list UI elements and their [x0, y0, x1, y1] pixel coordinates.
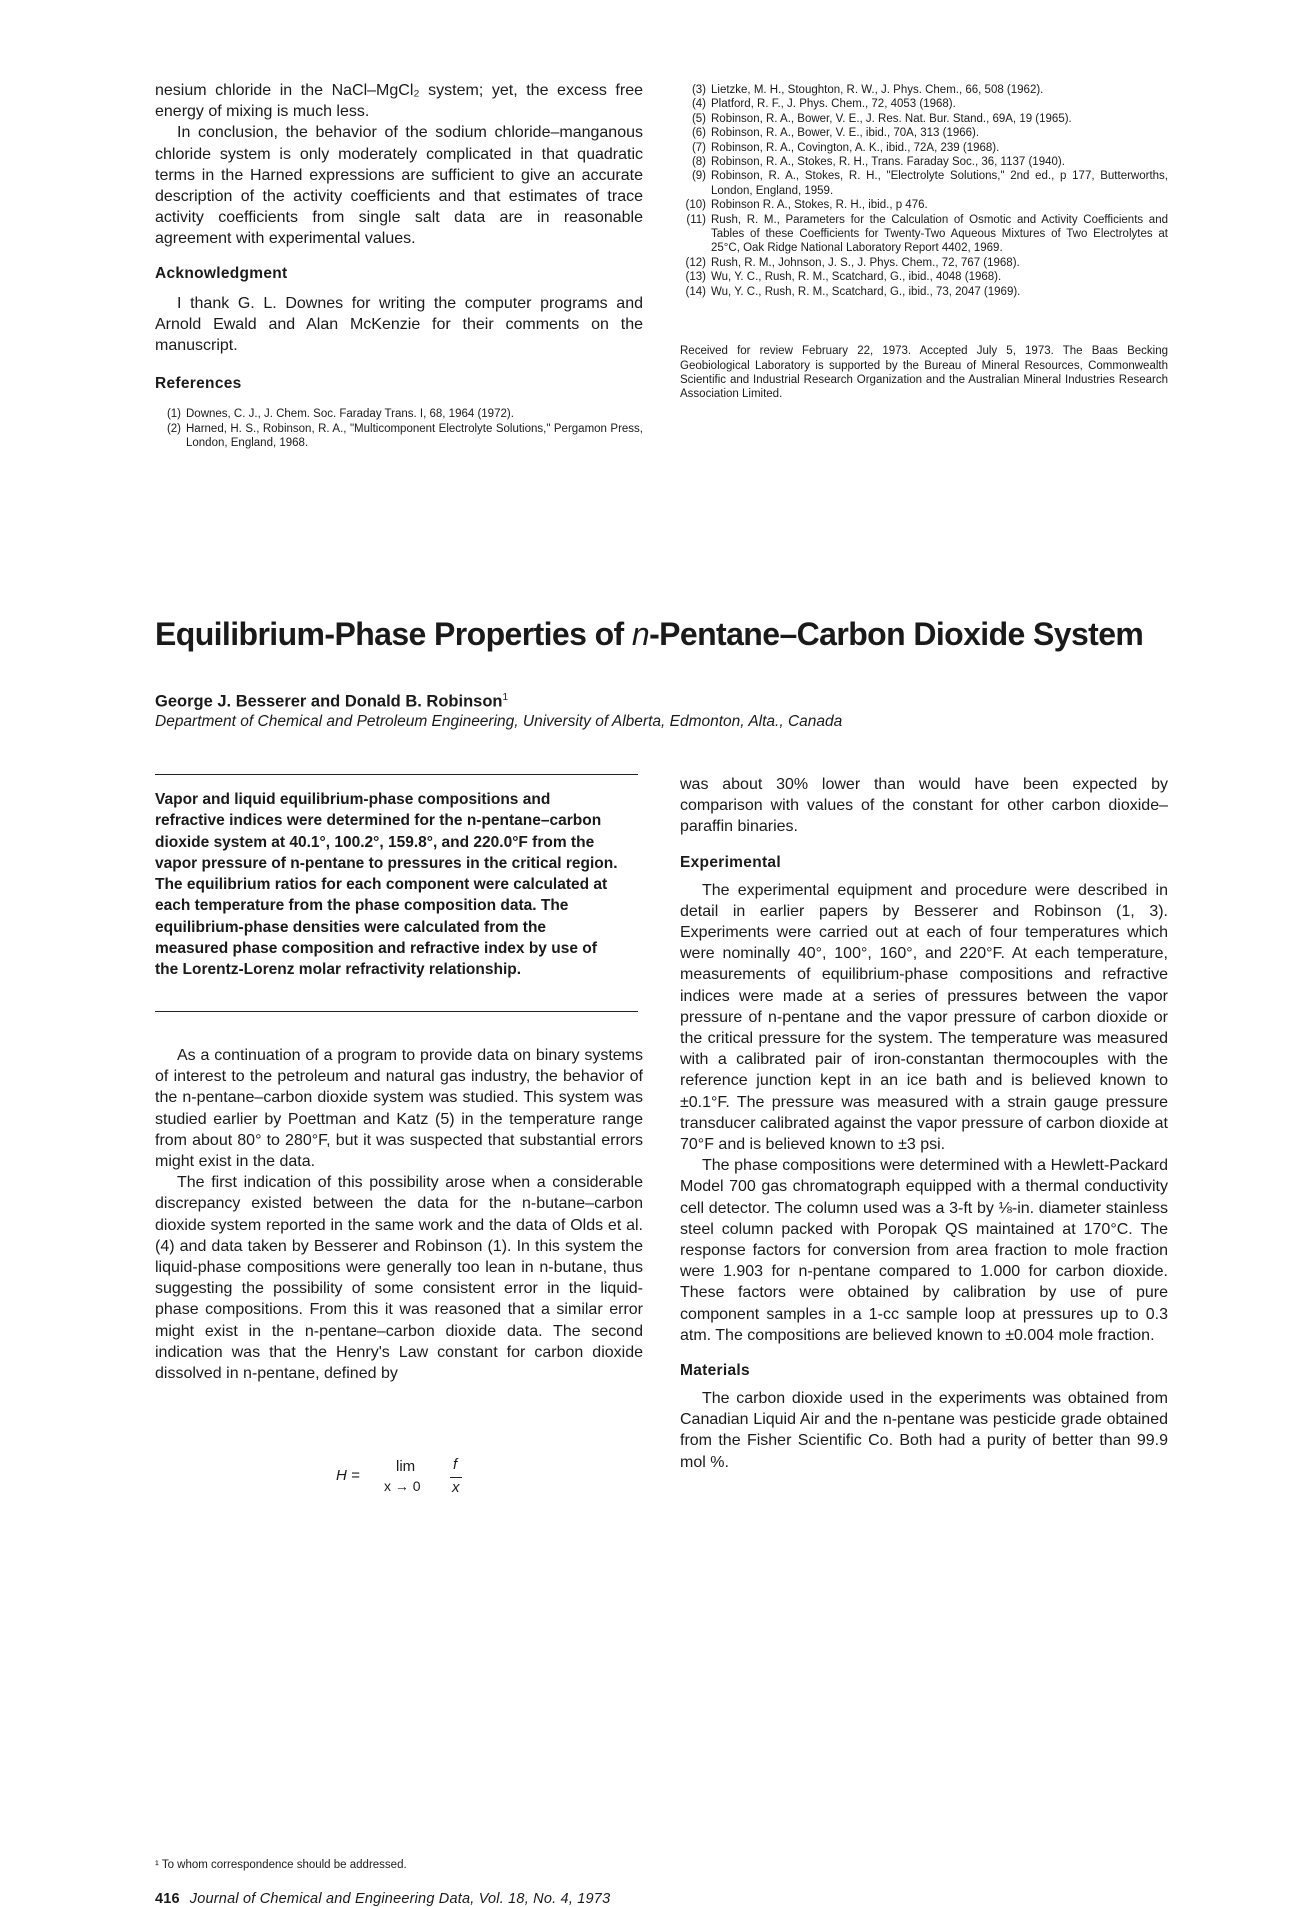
experimental-paragraph-1: The experimental equipment and procedure were described in detail in earlier papers by Besserer and Robinson (1, 3). Experiments were carried out at each of four temperatures which were nominally 40°, 100°, 160°, and 220°F. At each temperature, measurements of equilibrium-phase compositions and refractive indices were made at a series of pressures between the vapor pressure of n-pentane and the vapor pressure of carbon dioxide or the critical pressure for the system. The temperature was measured with a calibrated pair of iron-constantan thermocouples with the reference junction kept in an ice bath and is believed known to ±0.1°F. The pressure was measured with a strain gauge pressure transducer calibrated against the vapor pressure of carbon dioxide at 70°F and is believed known to ±3 psi.: [680, 881, 1168, 1154]
equation-limit-subscript: x → 0: [384, 1478, 421, 1494]
reference-item: (7) Robinson, R. A., Covington, A. K., ibid., 72A, 239 (1968).: [691, 141, 1000, 154]
references-heading: References: [155, 375, 242, 393]
abstract-top-rule: [155, 774, 638, 775]
reference-item: (5) Robinson, R. A., Bower, V. E., J. Res. Nat. Bur. Stand., 69A, 19 (1965).: [691, 112, 1072, 125]
article-authors: George J. Besserer and Donald B. Robinson$^1$: [155, 692, 509, 711]
equation-lim: lim: [396, 1458, 416, 1475]
article-right-column: [680, 774, 1168, 1473]
equation-numerator: f: [453, 1456, 458, 1473]
acknowledgment-text: I thank G. L. Downes for writing the computer programs and Arnold Ewald and Alan McKenzie for their comments on the manuscript.: [155, 294, 643, 355]
reference-item: (6) Robinson, R. A., Bower, V. E., ibid., 70A, 313 (1966).: [691, 127, 980, 140]
author-affiliation: Department of Chemical and Petroleum Engineering, University of Alberta, Edmonton, Alta., Canada: [155, 713, 843, 730]
journal-citation: Journal of Chemical and Engineering Data, Vol. 18, No. 4, 1973: [189, 1891, 611, 1907]
article-left-column: [155, 1045, 643, 1384]
reference-list: [155, 407, 643, 450]
reference-item: (1) Downes, C. J., J. Chem. Soc. Faraday Trans. I, 68, 1964 (1972).: [166, 408, 514, 421]
reference-item: (10) Robinson R. A., Stokes, R. H., ibid., p 476.: [685, 199, 928, 212]
article-title: Equilibrium-Phase Properties of n-Pentane–Carbon Dioxide System: [155, 616, 1144, 652]
correspondence-footnote: ¹ To whom correspondence should be addressed.: [155, 1859, 407, 1871]
top-right-column: [680, 83, 1168, 402]
reference-item: (2) Harned, H. S., Robinson, R. A., "Multicomponent Electrolyte Solutions," Pergamon Press, London, England, 1968.: [166, 422, 643, 450]
henry-law-equation: [336, 1454, 476, 1500]
abstract: Vapor and liquid equilibrium-phase compositions and refractive indices were determined for the n-pentane–carbon dioxide system at 40.1°, 100.2°, 159.8°, and 220.0°F from the vapor pressure of n-pentane to pressures in the critical region. The equilibrium ratios for each component were calculated at each temperature from the phase composition data. The equilibrium-phase densities were calculated from the measured phase composition and refractive index by use of the Lorentz-Lorenz molar refractivity relationship.: [155, 791, 618, 979]
acknowledgment-heading: Acknowledgment: [155, 264, 288, 282]
reference-item: (11) Rush, R. M., Parameters for the Calculation of Osmotic and Activity Coefficients and Tables of these Coefficients for Twenty-Two Aqueous Mixtures of Two Electrolytes at 25°C, Oak Ridge National Laboratory Report 4402, 1969.: [686, 213, 1168, 255]
conclusion-paragraph: In conclusion, the behavior of the sodium chloride–manganous chloride system is only moderately complicated in that quadratic terms in the Harned expressions are sufficient to give an accurate description of the activity coefficients and that estimates of trace activity coefficients from single salt data are in reasonable agreement with experimental values.: [155, 124, 643, 248]
henry-constant-paragraph: was about 30% lower than would have been expected by comparison with values of the constant for other carbon dioxide–paraffin binaries.: [680, 776, 1168, 836]
author-footnote-mark: 1: [502, 692, 509, 703]
reference-item: (8) Robinson, R. A., Stokes, R. H., Trans. Faraday Soc., 36, 1137 (1940).: [691, 156, 1065, 169]
reference-item: (3) Lietzke, M. H., Stoughton, R. W., J. Phys. Chem., 66, 508 (1962).: [691, 84, 1044, 96]
equation-denominator: x: [452, 1479, 460, 1496]
reference-list-continued: [680, 83, 1168, 299]
continued-paragraph: nesium chloride in the NaCl–MgCl₂ system; yet, the excess free energy of mixing is much less.: [155, 82, 643, 121]
intro-paragraph: As a continuation of a program to provide data on binary systems of interest to the petroleum and natural gas industry, the behavior of the n-pentane–carbon dioxide system was studied. This system was studied earlier by Poettman and Katz (5) in the temperature range from about 80° to 280°F, but it was suspected that substantial errors might exist in the data.: [155, 1047, 643, 1171]
materials-heading: Materials: [680, 1362, 750, 1380]
experimental-heading: Experimental: [680, 853, 781, 871]
abstract-bottom-rule: [155, 1011, 638, 1012]
received-note: Received for review February 22, 1973. Accepted July 5, 1973. The Baas Becking Geobiological Laboratory is supported by the Bureau of Mineral Resources, Commonwealth Scientific and Industrial Research Organization and the Australian Mineral Industries Research Association Limited.: [680, 345, 1168, 401]
top-left-column: [155, 80, 643, 450]
reference-item: (14) Wu, Y. C., Rush, R. M., Scatchard, G., ibid., 73, 2047 (1969).: [685, 285, 1021, 298]
materials-paragraph: The carbon dioxide used in the experiments was obtained from Canadian Liquid Air and the n-pentane was pesticide grade obtained from the Fisher Scientific Co. Both had a purity of better than 99.9 mol %.: [680, 1390, 1168, 1471]
page-footer: [155, 1891, 610, 1907]
reference-item: (13) Wu, Y. C., Rush, R. M., Scatchard, G., ibid., 4048 (1968).: [685, 271, 1002, 284]
reference-item: (4) Platford, R. F., J. Phys. Chem., 72, 4053 (1968).: [691, 98, 956, 111]
equation-fraction-bar: [450, 1477, 462, 1478]
first-indication-paragraph: The first indication of this possibility arose when a considerable discrepancy existed between the data for the n-butane–carbon dioxide system reported in the same work and the data of Olds et al. (4) and data taken by Besserer and Robinson (1). In this system the liquid-phase compositions were generally too lean in n-butane, thus suggesting the possibility of some consistent error in the liquid-phase compositions. From this it was reasoned that a similar error might exist in the n-pentane–carbon dioxide data. The second indication was that the Henry's Law constant for carbon dioxide dissolved in n-pentane, defined by: [155, 1174, 643, 1383]
experimental-paragraph-2: The phase compositions were determined with a Hewlett-Packard Model 700 gas chromatograph equipped with a thermal conductivity cell detector. The column used was a 3-ft by ⅛-in. diameter stainless steel column packed with Poropak QS maintained at 170°C. The response factors for conversion from area fraction to mole fraction were 1.903 for n-pentane compared to 1.000 for carbon dioxide. These factors were obtained by calibration by use of pure component samples in a 1-cc sample loop at pressures up to 0.3 atm. The compositions are believed known to ±0.004 mole fraction.: [680, 1157, 1168, 1344]
reference-item: (12) Rush, R. M., Johnson, J. S., J. Phys. Chem., 72, 767 (1968).: [685, 256, 1020, 269]
reference-item: (9) Robinson, R. A., Stokes, R. H., "Electrolyte Solutions," 2nd ed., p 177, Butterworths, London, England, 1959.: [691, 170, 1168, 197]
equation-lhs: H =: [336, 1467, 360, 1484]
page-number: 416: [155, 1891, 180, 1907]
